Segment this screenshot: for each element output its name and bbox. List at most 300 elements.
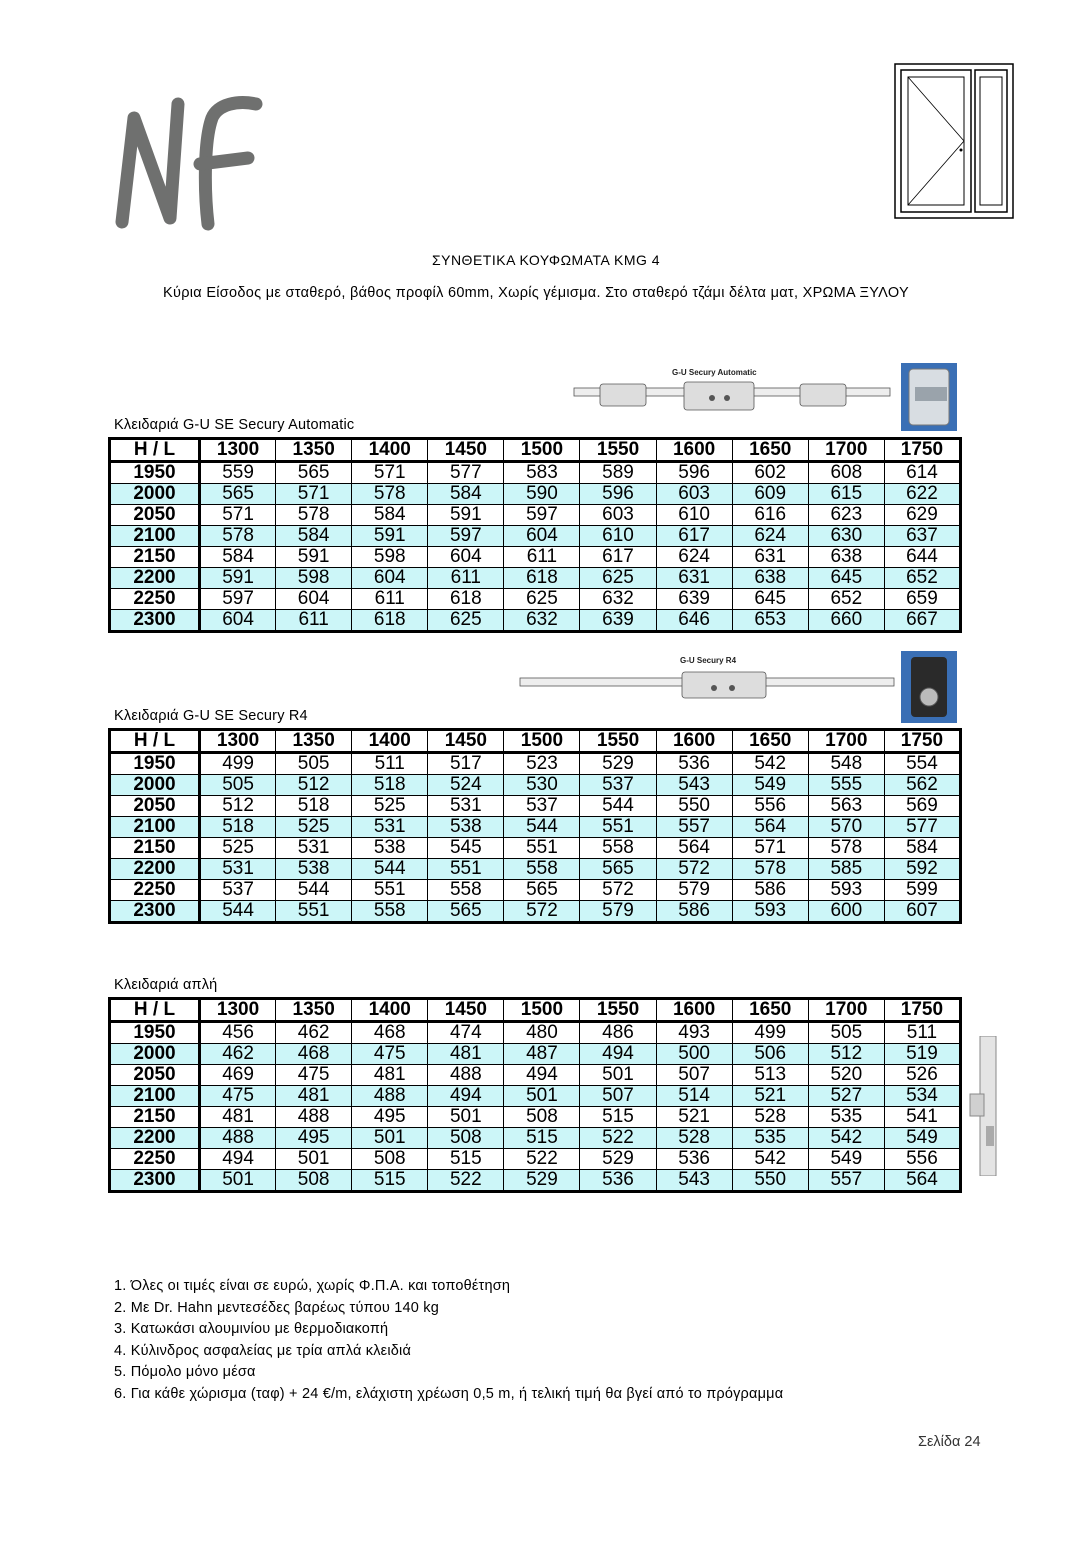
row-height-cell: 2250 [110,1149,200,1170]
price-cell: 638 [732,568,808,589]
row-height-cell: 2150 [110,547,200,568]
price-cell: 506 [732,1044,808,1065]
price-cell: 585 [808,859,884,880]
row-height-cell: 2100 [110,1086,200,1107]
price-cell: 544 [580,796,656,817]
price-cell: 604 [504,526,580,547]
price-cell: 531 [428,796,504,817]
row-height-cell: 1950 [110,1022,200,1044]
table-row [110,1149,961,1170]
header-width-cell: 1400 [352,439,428,462]
price-cell: 591 [200,568,276,589]
price-cell: 508 [352,1149,428,1170]
price-cell: 652 [808,589,884,610]
price-cell: 550 [732,1170,808,1192]
price-cell: 507 [656,1065,732,1086]
table-row [110,753,961,775]
header-width-cell: 1700 [808,439,884,462]
price-cell: 543 [656,1170,732,1192]
price-cell: 625 [428,610,504,632]
price-cell: 456 [200,1022,276,1044]
price-cell: 618 [428,589,504,610]
price-cell: 536 [656,1149,732,1170]
price-cell: 600 [808,901,884,923]
price-cell: 527 [808,1086,884,1107]
price-cell: 571 [276,484,352,505]
lock-caption-r4: G-U Secury R4 [680,656,737,665]
price-cell: 614 [884,462,960,484]
price-cell: 505 [200,775,276,796]
price-cell: 598 [352,547,428,568]
header-width-cell: 1550 [580,730,656,753]
row-height-cell: 1950 [110,462,200,484]
price-cell: 523 [504,753,580,775]
price-cell: 513 [732,1065,808,1086]
price-cell: 531 [276,838,352,859]
price-cell: 584 [352,505,428,526]
table-row [110,796,961,817]
note-item: 5. Πόμολο μόνο μέσα [114,1364,256,1380]
price-cell: 593 [808,880,884,901]
price-cell: 488 [200,1128,276,1149]
row-height-cell: 2050 [110,505,200,526]
price-cell: 494 [200,1149,276,1170]
price-cell: 571 [200,505,276,526]
price-cell: 522 [580,1128,656,1149]
price-cell: 599 [884,880,960,901]
price-cell: 536 [580,1170,656,1192]
note-item: 1. Όλες οι τιμές είναι σε ευρώ, χωρίς Φ.Π.Α. και τοποθέτηση [114,1278,511,1294]
notes-list [114,1276,783,1405]
price-cell: 565 [276,462,352,484]
price-cell: 501 [504,1086,580,1107]
price-cell: 558 [504,859,580,880]
price-cell: 520 [808,1065,884,1086]
note-item: 6. Για κάθε χώρισμα (ταφ) + 24 €/m, ελάχιστη χρέωση 0,5 m, ή τελική τιμή θα βγεί από το πρόγραμμα [114,1385,784,1402]
table-row [110,610,961,632]
price-cell: 556 [884,1149,960,1170]
price-cell: 551 [504,838,580,859]
price-cell: 609 [732,484,808,505]
price-cell: 528 [732,1107,808,1128]
price-cell: 501 [352,1128,428,1149]
header-width-cell: 1650 [732,999,808,1022]
price-cell: 548 [808,753,884,775]
price-cell: 624 [732,526,808,547]
price-cell: 598 [276,568,352,589]
price-cell: 570 [808,817,884,838]
price-cell: 638 [808,547,884,568]
price-cell: 515 [580,1107,656,1128]
price-cell: 610 [580,526,656,547]
row-height-cell: 2250 [110,589,200,610]
row-height-cell: 2250 [110,880,200,901]
price-cell: 538 [352,838,428,859]
price-cell: 500 [656,1044,732,1065]
row-height-cell: 2050 [110,1065,200,1086]
price-cell: 528 [656,1128,732,1149]
price-cell: 653 [732,610,808,632]
price-cell: 481 [352,1065,428,1086]
price-cell: 596 [580,484,656,505]
price-cell: 584 [276,526,352,547]
price-cell: 534 [884,1086,960,1107]
row-height-cell: 2200 [110,1128,200,1149]
note-item: 3. Κατωκάσι αλουμινίου με θερμοδιακοπή [114,1321,389,1337]
price-cell: 531 [352,817,428,838]
price-cell: 475 [276,1065,352,1086]
price-cell: 505 [808,1022,884,1044]
price-cell: 530 [504,775,580,796]
header-width-cell: 1600 [656,439,732,462]
price-cell: 597 [200,589,276,610]
row-height-cell: 2050 [110,796,200,817]
table-row [110,880,961,901]
price-cell: 501 [428,1107,504,1128]
price-cell: 617 [580,547,656,568]
price-cell: 604 [428,547,504,568]
price-cell: 526 [884,1065,960,1086]
price-cell: 556 [732,796,808,817]
price-cell: 475 [352,1044,428,1065]
price-cell: 524 [428,775,504,796]
table-header-row [110,999,961,1022]
price-cell: 591 [276,547,352,568]
price-cell: 586 [732,880,808,901]
row-height-cell: 2000 [110,1044,200,1065]
price-cell: 525 [352,796,428,817]
table-row [110,589,961,610]
nf-logo [108,90,268,235]
header-width-cell: 1400 [352,730,428,753]
header-width-cell: 1700 [808,730,884,753]
price-cell: 645 [808,568,884,589]
price-cell: 578 [732,859,808,880]
price-cell: 645 [732,589,808,610]
price-cell: 629 [884,505,960,526]
price-cell: 572 [504,901,580,923]
price-cell: 512 [276,775,352,796]
price-cell: 646 [656,610,732,632]
table-3-label: Κλειδαριά απλή [114,977,218,993]
price-cell: 623 [808,505,884,526]
price-table-r4 [108,728,962,924]
header-width-cell: 1300 [200,999,276,1022]
header-width-cell: 1400 [352,999,428,1022]
row-height-cell: 2200 [110,859,200,880]
price-cell: 618 [352,610,428,632]
price-cell: 531 [200,859,276,880]
price-cell: 572 [580,880,656,901]
header-width-cell: 1300 [200,730,276,753]
price-cell: 515 [352,1170,428,1192]
table-row [110,817,961,838]
price-cell: 481 [276,1086,352,1107]
price-cell: 514 [656,1086,732,1107]
price-cell: 611 [428,568,504,589]
header-corner-cell: H / L [110,999,200,1022]
price-cell: 507 [580,1086,656,1107]
price-cell: 618 [504,568,580,589]
price-cell: 542 [732,1149,808,1170]
document-subtitle: Κύρια Είσοδος με σταθερό, βάθος προφίλ 60mm, Χωρίς γέμισμα. Στο σταθερό τζάμι δέλτα ματ, ΧΡΩΜΑ ΞΥΛΟΥ [163,285,909,301]
lock-strip-automatic-image [572,378,892,412]
price-cell: 511 [884,1022,960,1044]
header-width-cell: 1350 [276,999,352,1022]
header-width-cell: 1750 [884,439,960,462]
price-cell: 625 [580,568,656,589]
price-cell: 525 [276,817,352,838]
table-2-label: Κλειδαριά G-U SE Secury R4 [114,708,308,724]
price-cell: 562 [884,775,960,796]
price-cell: 495 [276,1128,352,1149]
price-cell: 578 [200,526,276,547]
price-cell: 488 [352,1086,428,1107]
price-cell: 590 [504,484,580,505]
price-cell: 564 [732,817,808,838]
header-width-cell: 1500 [504,439,580,462]
simple-lock-image [968,1036,1004,1176]
price-cell: 537 [200,880,276,901]
header-width-cell: 1700 [808,999,884,1022]
price-cell: 488 [276,1107,352,1128]
row-height-cell: 2000 [110,775,200,796]
header-corner-cell: H / L [110,439,200,462]
table-row [110,1086,961,1107]
price-cell: 577 [884,817,960,838]
row-height-cell: 2300 [110,1170,200,1192]
price-cell: 518 [352,775,428,796]
table-row [110,568,961,589]
price-cell: 604 [352,568,428,589]
price-cell: 596 [656,462,732,484]
price-cell: 555 [808,775,884,796]
lock-r4-photo [901,651,957,723]
price-cell: 518 [276,796,352,817]
price-cell: 508 [428,1128,504,1149]
price-cell: 494 [504,1065,580,1086]
price-cell: 558 [580,838,656,859]
price-cell: 604 [200,610,276,632]
price-cell: 615 [808,484,884,505]
header-width-cell: 1550 [580,999,656,1022]
price-cell: 538 [428,817,504,838]
price-cell: 549 [884,1128,960,1149]
price-cell: 604 [276,589,352,610]
price-cell: 499 [200,753,276,775]
table-row [110,775,961,796]
price-cell: 639 [580,610,656,632]
header-width-cell: 1500 [504,999,580,1022]
price-cell: 624 [656,547,732,568]
price-cell: 501 [200,1170,276,1192]
price-cell: 468 [276,1044,352,1065]
row-height-cell: 2200 [110,568,200,589]
price-table-simple [108,997,962,1193]
price-cell: 571 [732,838,808,859]
price-cell: 501 [580,1065,656,1086]
header-width-cell: 1750 [884,999,960,1022]
price-cell: 597 [504,505,580,526]
price-cell: 495 [352,1107,428,1128]
price-cell: 637 [884,526,960,547]
price-cell: 469 [200,1065,276,1086]
price-cell: 494 [428,1086,504,1107]
door-icon [893,62,1015,220]
price-cell: 616 [732,505,808,526]
price-cell: 631 [732,547,808,568]
price-cell: 639 [656,589,732,610]
price-cell: 659 [884,589,960,610]
price-cell: 622 [884,484,960,505]
price-cell: 591 [352,526,428,547]
header-width-cell: 1650 [732,730,808,753]
table-row [110,1022,961,1044]
price-cell: 578 [808,838,884,859]
price-cell: 468 [352,1022,428,1044]
table-header-row [110,439,961,462]
table-row [110,547,961,568]
price-cell: 544 [276,880,352,901]
price-cell: 501 [276,1149,352,1170]
price-cell: 586 [656,901,732,923]
price-cell: 611 [276,610,352,632]
price-cell: 544 [200,901,276,923]
price-cell: 493 [656,1022,732,1044]
price-cell: 499 [732,1022,808,1044]
price-cell: 505 [276,753,352,775]
price-cell: 617 [656,526,732,547]
price-cell: 537 [504,796,580,817]
price-cell: 551 [352,880,428,901]
row-height-cell: 2150 [110,838,200,859]
header-corner-cell: H / L [110,730,200,753]
price-cell: 522 [504,1149,580,1170]
price-cell: 652 [884,568,960,589]
price-cell: 607 [884,901,960,923]
price-cell: 558 [352,901,428,923]
price-cell: 608 [808,462,884,484]
price-cell: 474 [428,1022,504,1044]
price-cell: 602 [732,462,808,484]
price-cell: 537 [580,775,656,796]
lock-automatic-photo [901,363,957,431]
price-cell: 563 [808,796,884,817]
header-width-cell: 1600 [656,730,732,753]
price-cell: 494 [580,1044,656,1065]
price-cell: 551 [276,901,352,923]
header-width-cell: 1750 [884,730,960,753]
table-row [110,526,961,547]
price-cell: 644 [884,547,960,568]
price-cell: 545 [428,838,504,859]
price-cell: 584 [428,484,504,505]
price-cell: 475 [200,1086,276,1107]
price-cell: 565 [580,859,656,880]
price-cell: 488 [428,1065,504,1086]
table-row [110,462,961,484]
price-cell: 512 [200,796,276,817]
price-cell: 559 [200,462,276,484]
table-1-label: Κλειδαριά G-U SE Secury Automatic [114,417,355,433]
price-cell: 529 [504,1170,580,1192]
price-cell: 610 [656,505,732,526]
row-height-cell: 2000 [110,484,200,505]
price-cell: 549 [732,775,808,796]
header-width-cell: 1350 [276,439,352,462]
price-cell: 518 [200,817,276,838]
note-item: 4. Κύλινδρος ασφαλείας με τρία απλά κλειδιά [114,1342,412,1359]
price-cell: 481 [200,1107,276,1128]
price-cell: 591 [428,505,504,526]
price-cell: 508 [504,1107,580,1128]
price-cell: 535 [808,1107,884,1128]
price-cell: 667 [884,610,960,632]
price-cell: 632 [580,589,656,610]
price-cell: 462 [276,1022,352,1044]
price-cell: 515 [428,1149,504,1170]
price-cell: 515 [504,1128,580,1149]
price-cell: 611 [352,589,428,610]
logo-text: NF [108,90,110,91]
price-cell: 577 [428,462,504,484]
price-cell: 521 [656,1107,732,1128]
price-cell: 529 [580,1149,656,1170]
price-cell: 632 [504,610,580,632]
price-cell: 660 [808,610,884,632]
price-cell: 565 [504,880,580,901]
price-cell: 572 [656,859,732,880]
header-width-cell: 1600 [656,999,732,1022]
table-row [110,1107,961,1128]
price-cell: 551 [428,859,504,880]
price-cell: 611 [504,547,580,568]
table-row [110,838,961,859]
price-cell: 525 [200,838,276,859]
table-row [110,505,961,526]
price-cell: 597 [428,526,504,547]
row-height-cell: 2100 [110,526,200,547]
price-cell: 480 [504,1022,580,1044]
price-cell: 558 [428,880,504,901]
price-cell: 550 [656,796,732,817]
price-cell: 571 [352,462,428,484]
price-cell: 631 [656,568,732,589]
price-cell: 551 [580,817,656,838]
price-cell: 630 [808,526,884,547]
price-cell: 536 [656,753,732,775]
header-width-cell: 1450 [428,439,504,462]
table-row [110,1044,961,1065]
price-cell: 521 [732,1086,808,1107]
row-height-cell: 2300 [110,610,200,632]
price-cell: 538 [276,859,352,880]
price-cell: 512 [808,1044,884,1065]
header-width-cell: 1450 [428,999,504,1022]
lock-strip-r4-image [518,668,896,700]
price-cell: 589 [580,462,656,484]
lock-caption-automatic: G-U Secury Automatic [672,368,757,377]
price-cell: 583 [504,462,580,484]
document-title: ΣΥΝΘΕΤΙΚΑ ΚΟΥΦΩΜΑΤΑ KMG 4 [431,252,661,268]
price-cell: 529 [580,753,656,775]
price-cell: 535 [732,1128,808,1149]
price-cell: 578 [276,505,352,526]
price-table-automatic [108,437,962,633]
price-cell: 579 [580,901,656,923]
price-cell: 578 [352,484,428,505]
price-cell: 543 [656,775,732,796]
